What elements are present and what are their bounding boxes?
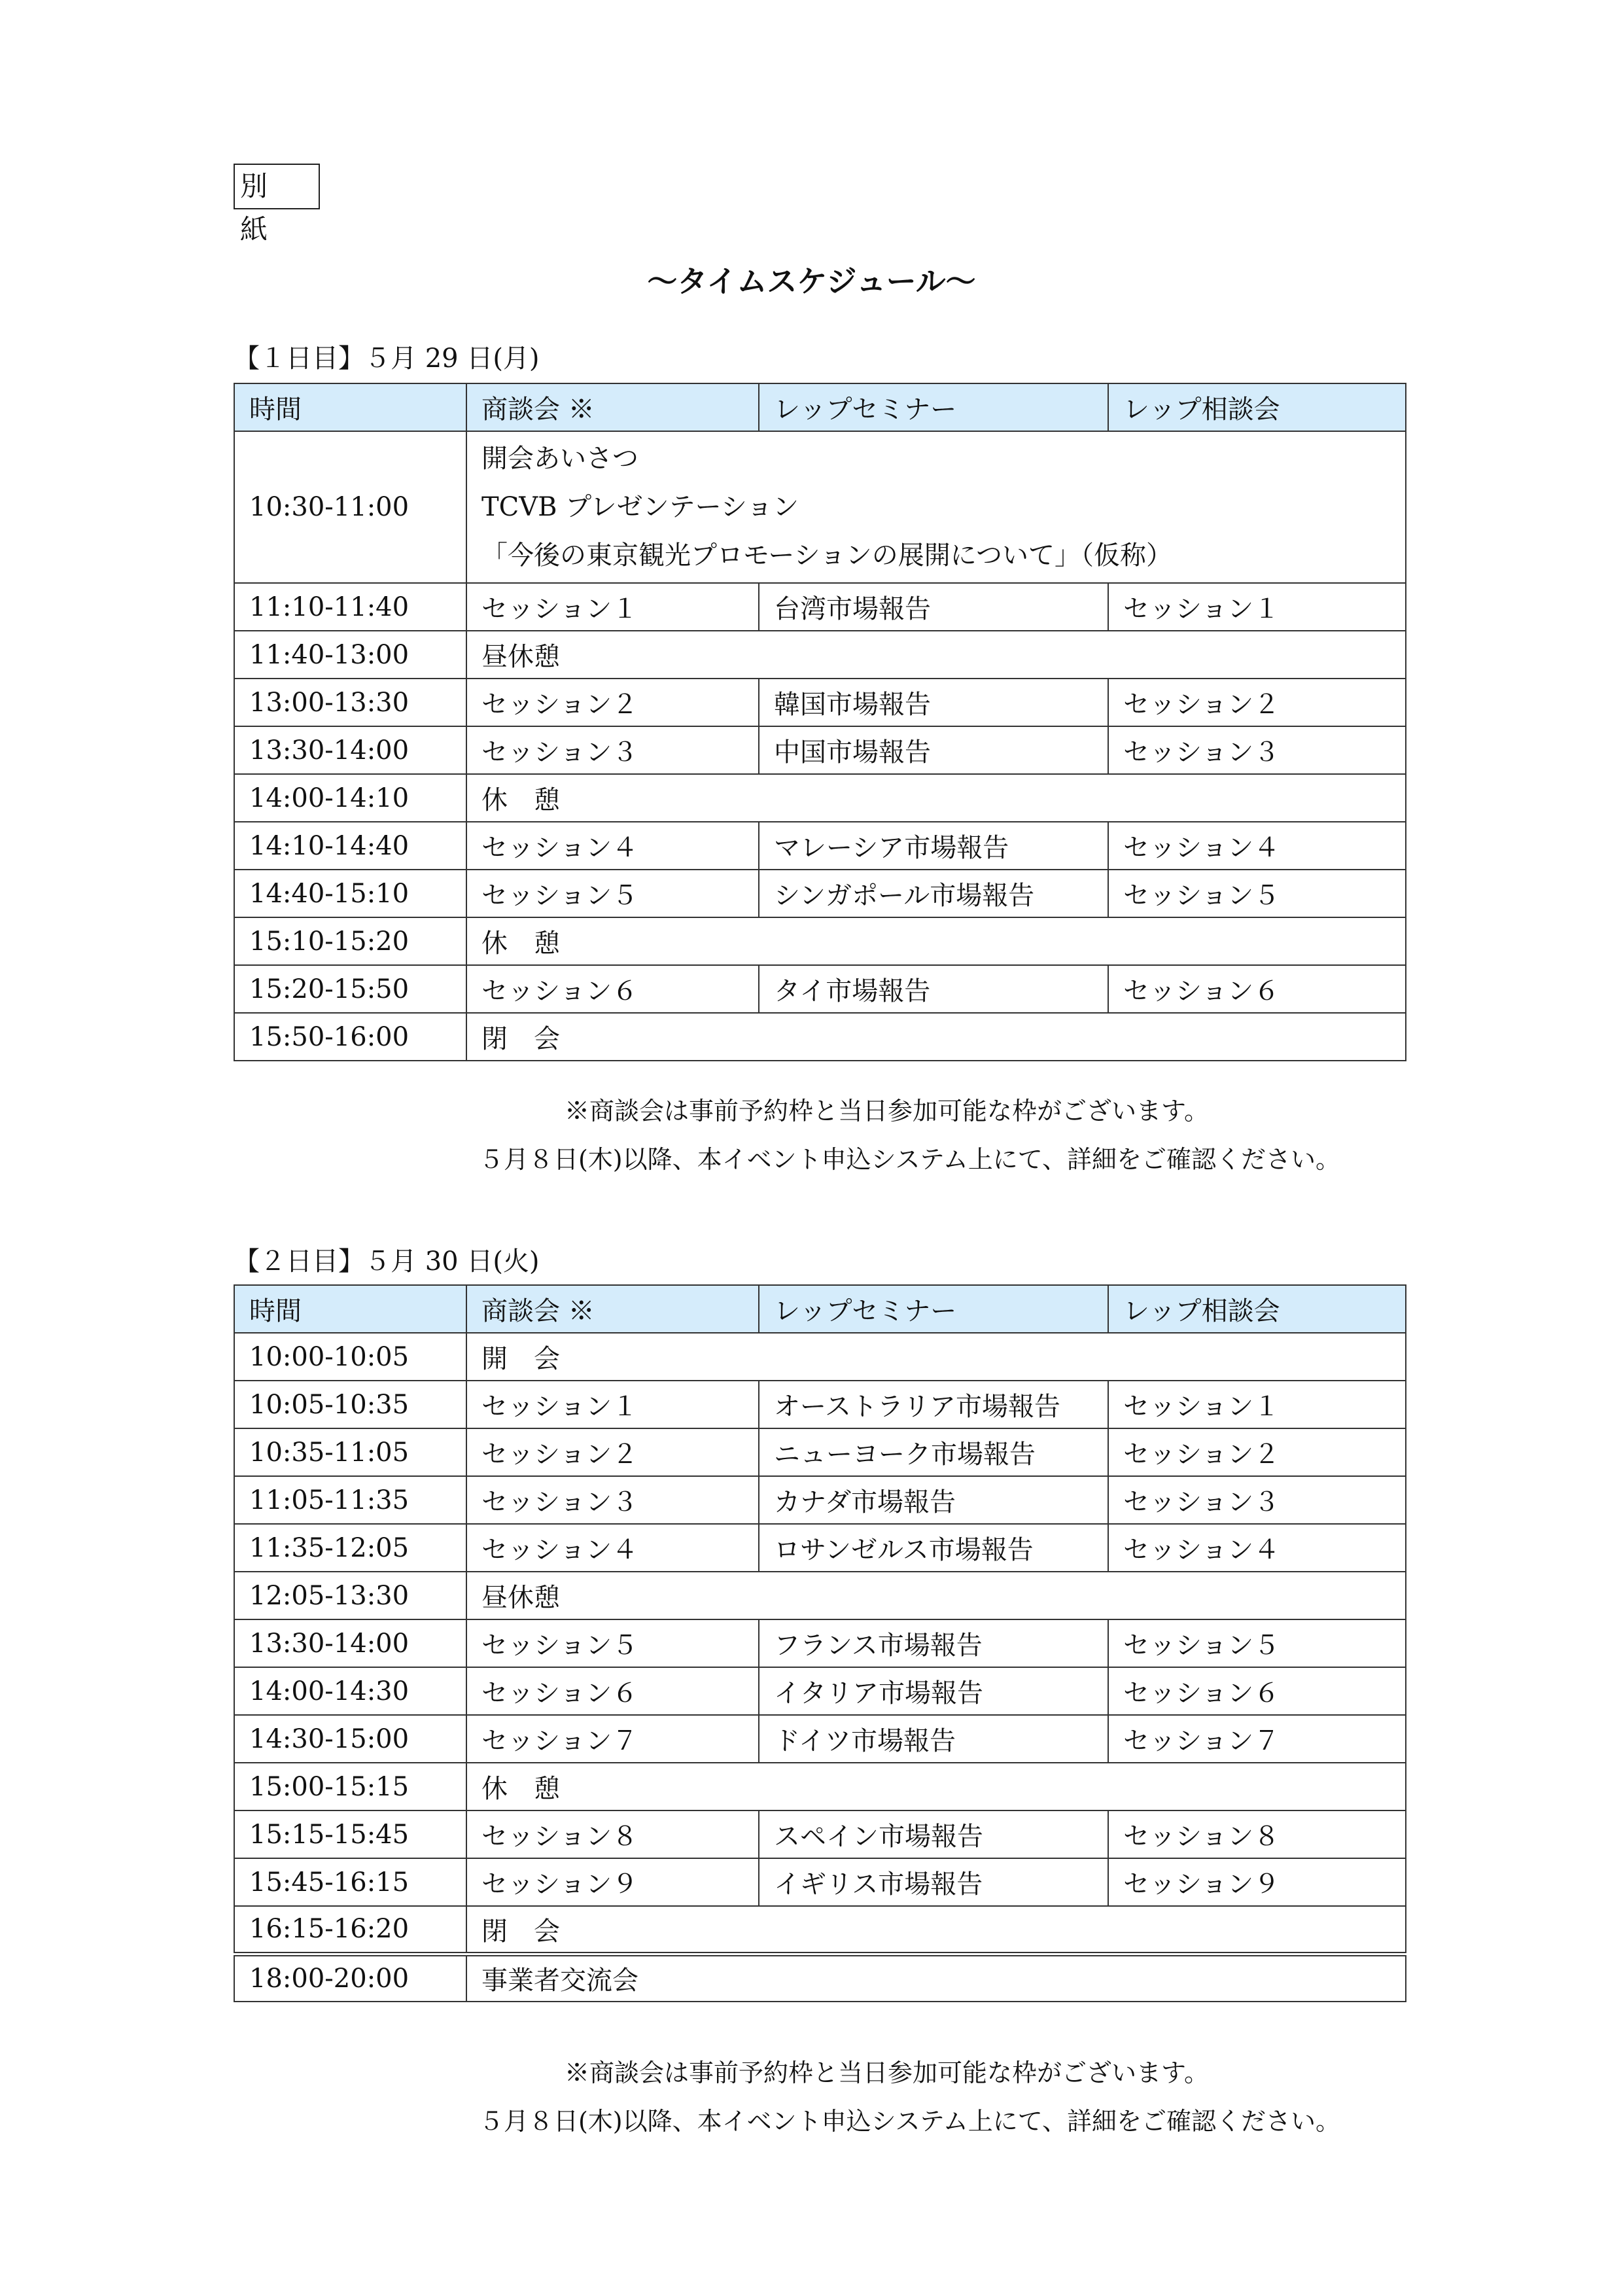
table-row: [234, 917, 1406, 965]
table-row: [234, 1524, 1406, 1572]
header-cell: レップセミナー: [759, 383, 1108, 431]
rep-seminar-cell: オーストラリア市場報告: [759, 1381, 1108, 1428]
rep-consultation-cell: セッション７: [1108, 1715, 1406, 1763]
business-meeting-cell: セッション５: [466, 870, 759, 917]
rep-seminar-cell: ロサンゼルス市場報告: [759, 1524, 1108, 1572]
time-cell: 11:35-12:05: [234, 1524, 466, 1572]
rep-seminar-cell: ニューヨーク市場報告: [759, 1428, 1108, 1476]
header-cell: レップセミナー: [759, 1285, 1108, 1333]
business-meeting-cell: セッション１: [466, 1381, 759, 1428]
span-cell: 閉 会: [466, 1013, 1406, 1061]
header-cell: 商談会 ※: [466, 383, 759, 431]
time-cell: 14:40-15:10: [234, 870, 466, 917]
table-row: [234, 1381, 1406, 1428]
table-header-row: [234, 1285, 1406, 1333]
header-cell: 時間: [234, 1285, 466, 1333]
business-meeting-cell: セッション１: [466, 583, 759, 631]
business-meeting-cell: セッション３: [466, 726, 759, 774]
table-row: [234, 1476, 1406, 1524]
attachment-tag: 別 紙: [234, 164, 320, 209]
table-row: [234, 679, 1406, 726]
rep-consultation-cell: セッション３: [1108, 1476, 1406, 1524]
time-cell: 15:45-16:15: [234, 1858, 466, 1906]
rep-consultation-cell: セッション１: [1108, 583, 1406, 631]
rep-consultation-cell: セッション２: [1108, 679, 1406, 726]
time-cell: 10:30-11:00: [234, 431, 466, 583]
day2-heading: 【２日目】５月 30 日(火): [234, 1246, 540, 1277]
header-cell: レップ相談会: [1108, 383, 1406, 431]
rep-seminar-cell: イタリア市場報告: [759, 1667, 1108, 1715]
table-row: [234, 726, 1406, 774]
time-cell: 16:15-16:20: [234, 1906, 466, 1954]
time-cell: 18:00-20:00: [234, 1954, 466, 2002]
time-cell: 14:30-15:00: [234, 1715, 466, 1763]
span-cell: 休 憩: [466, 1763, 1406, 1810]
table-row: [234, 1013, 1406, 1061]
table-row: [234, 1333, 1406, 1381]
day2-note-2: ５月８日(木)以降、本イベント申込システム上にて、詳細をご確認ください。: [478, 2107, 1341, 2136]
time-cell: 12:05-13:30: [234, 1572, 466, 1619]
rep-seminar-cell: タイ市場報告: [759, 965, 1108, 1013]
span-cell: 昼休憩: [466, 631, 1406, 679]
business-meeting-cell: セッション６: [466, 1667, 759, 1715]
time-cell: 11:10-11:40: [234, 583, 466, 631]
time-cell: 15:00-15:15: [234, 1763, 466, 1810]
span-cell: 開 会: [466, 1333, 1406, 1381]
rep-consultation-cell: セッション１: [1108, 1381, 1406, 1428]
opening-line: 開会あいさつ: [481, 444, 638, 474]
time-cell: 14:10-14:40: [234, 822, 466, 870]
rep-consultation-cell: セッション５: [1108, 870, 1406, 917]
table-row: [234, 583, 1406, 631]
rep-seminar-cell: 韓国市場報告: [759, 679, 1108, 726]
table-row: [234, 1763, 1406, 1810]
time-cell: 13:00-13:30: [234, 679, 466, 726]
table-row: [234, 1428, 1406, 1476]
table-row: [234, 965, 1406, 1013]
opening-line: 「今後の東京観光プロモーションの展開について」（仮称）: [481, 540, 1172, 571]
time-cell: 15:20-15:50: [234, 965, 466, 1013]
day1-heading: 【１日目】５月 29 日(月): [234, 344, 540, 374]
rep-consultation-cell: セッション４: [1108, 1524, 1406, 1572]
day2-note-1: ※商談会は事前予約枠と当日参加可能な枠がございます。: [565, 2058, 1209, 2087]
business-meeting-cell: セッション３: [466, 1476, 759, 1524]
time-cell: 10:00-10:05: [234, 1333, 466, 1381]
span-cell: 休 憩: [466, 774, 1406, 822]
header-cell: レップ相談会: [1108, 1285, 1406, 1333]
span-cell: 事業者交流会: [466, 1954, 1406, 2002]
day1-note-2: ５月８日(木)以降、本イベント申込システム上にて、詳細をご確認ください。: [478, 1145, 1341, 1174]
rep-consultation-cell: セッション４: [1108, 822, 1406, 870]
time-cell: 11:05-11:35: [234, 1476, 466, 1524]
rep-seminar-cell: シンガポール市場報告: [759, 870, 1108, 917]
business-meeting-cell: セッション５: [466, 1619, 759, 1667]
rep-consultation-cell: セッション９: [1108, 1858, 1406, 1906]
table-row: [234, 1572, 1406, 1619]
table-row: [234, 1810, 1406, 1858]
business-meeting-cell: セッション２: [466, 679, 759, 726]
time-cell: 10:35-11:05: [234, 1428, 466, 1476]
rep-consultation-cell: セッション３: [1108, 726, 1406, 774]
rep-seminar-cell: マレーシア市場報告: [759, 822, 1108, 870]
rep-consultation-cell: セッション６: [1108, 965, 1406, 1013]
table-row: [234, 1954, 1406, 2002]
header-cell: 時間: [234, 383, 466, 431]
rep-consultation-cell: セッション８: [1108, 1810, 1406, 1858]
day1-schedule-table: [234, 383, 1406, 1061]
table-row: [234, 431, 1406, 583]
table-row: [234, 774, 1406, 822]
business-meeting-cell: セッション９: [466, 1858, 759, 1906]
business-meeting-cell: セッション２: [466, 1428, 759, 1476]
business-meeting-cell: セッション８: [466, 1810, 759, 1858]
time-cell: 13:30-14:00: [234, 726, 466, 774]
span-cell: 閉 会: [466, 1906, 1406, 1954]
opening-line: TCVB プレゼンテーション: [481, 492, 799, 522]
rep-seminar-cell: 台湾市場報告: [759, 583, 1108, 631]
business-meeting-cell: セッション４: [466, 1524, 759, 1572]
time-cell: 14:00-14:30: [234, 1667, 466, 1715]
table-row: [234, 1715, 1406, 1763]
time-cell: 10:05-10:35: [234, 1381, 466, 1428]
table-header-row: [234, 383, 1406, 431]
rep-consultation-cell: セッション６: [1108, 1667, 1406, 1715]
time-cell: 15:10-15:20: [234, 917, 466, 965]
rep-seminar-cell: フランス市場報告: [759, 1619, 1108, 1667]
rep-consultation-cell: セッション２: [1108, 1428, 1406, 1476]
time-cell: 15:15-15:45: [234, 1810, 466, 1858]
time-cell: 11:40-13:00: [234, 631, 466, 679]
page-title: 〜タイムスケジュール〜: [647, 264, 976, 299]
rep-seminar-cell: イギリス市場報告: [759, 1858, 1108, 1906]
rep-consultation-cell: セッション５: [1108, 1619, 1406, 1667]
rep-seminar-cell: スペイン市場報告: [759, 1810, 1108, 1858]
table-row: [234, 631, 1406, 679]
business-meeting-cell: セッション７: [466, 1715, 759, 1763]
span-cell: 昼休憩: [466, 1572, 1406, 1619]
business-meeting-cell: セッション４: [466, 822, 759, 870]
table-row: [234, 1667, 1406, 1715]
rep-seminar-cell: カナダ市場報告: [759, 1476, 1108, 1524]
table-row: [234, 1906, 1406, 1954]
rep-seminar-cell: 中国市場報告: [759, 726, 1108, 774]
time-cell: 15:50-16:00: [234, 1013, 466, 1061]
table-row: [234, 1858, 1406, 1906]
table-row: [234, 822, 1406, 870]
time-cell: 13:30-14:00: [234, 1619, 466, 1667]
time-cell: 14:00-14:10: [234, 774, 466, 822]
rep-seminar-cell: ドイツ市場報告: [759, 1715, 1108, 1763]
day2-schedule-table: [234, 1284, 1406, 2002]
business-meeting-cell: セッション６: [466, 965, 759, 1013]
span-cell: 休 憩: [466, 917, 1406, 965]
table-row: [234, 870, 1406, 917]
table-row: [234, 1619, 1406, 1667]
opening-cell: [466, 431, 1406, 583]
day1-note-1: ※商談会は事前予約枠と当日参加可能な枠がございます。: [565, 1097, 1209, 1125]
header-cell: 商談会 ※: [466, 1285, 759, 1333]
